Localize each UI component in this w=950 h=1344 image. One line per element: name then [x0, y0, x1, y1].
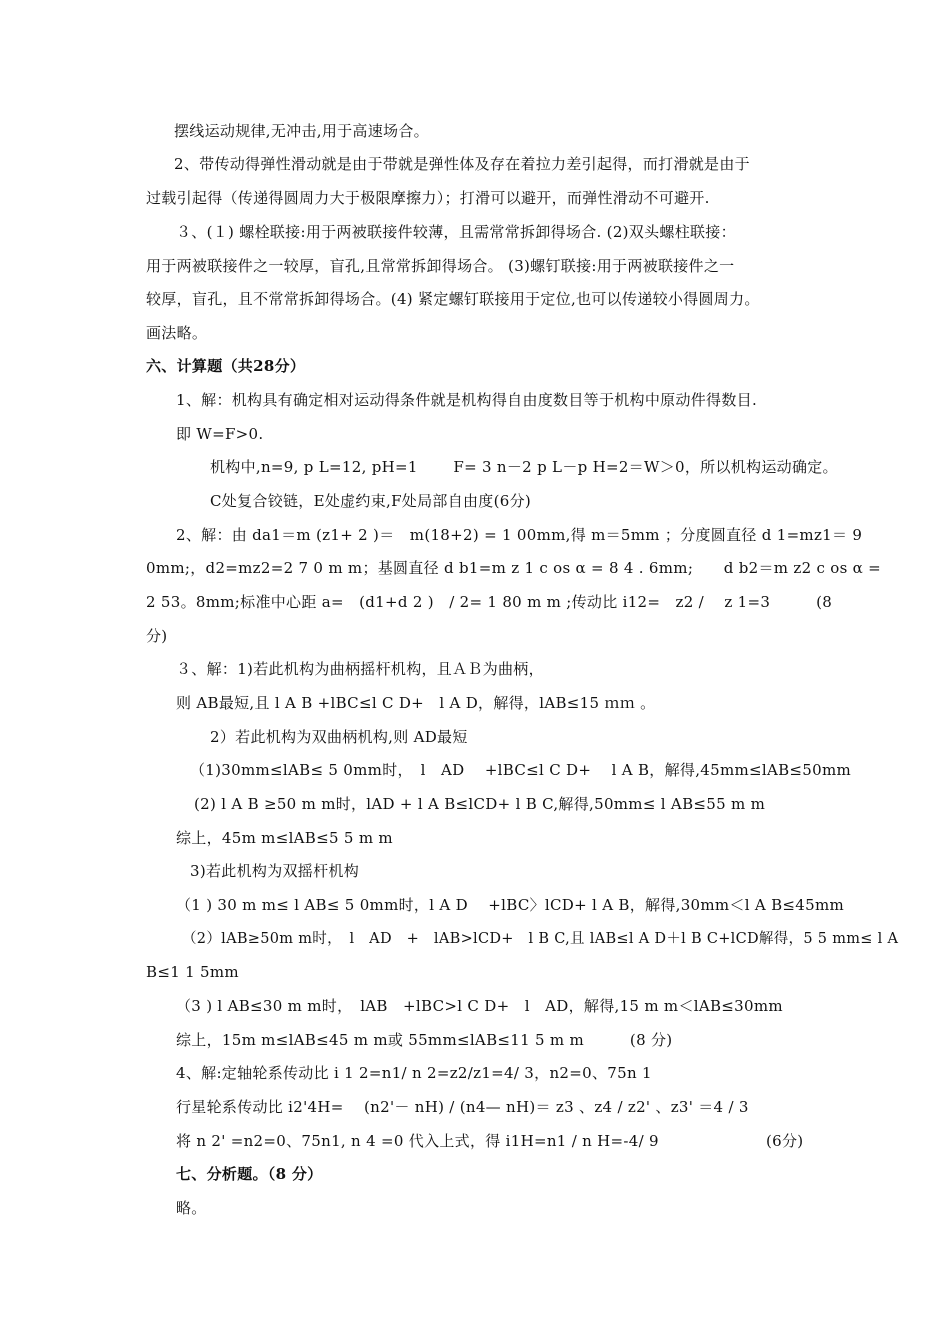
calc3-line-7: 3)若此机构为双摇杆机构 [190, 862, 359, 880]
calc2-line-4: 分) [146, 627, 168, 645]
q3-line-1: ３、(１) 螺栓联接:用于两被联接件较薄，且需常常拆卸得场合. (2)双头螺柱联接： [176, 223, 736, 241]
calc2-line-3: 2 53。8mm;标准中心距 a= (d1+d 2 ) / 2= 1 80 m m ;传动比 i12= z2 / z 1=3 (8 [146, 593, 833, 611]
calc3-line-5: (2) l A B ≥50 m m时，lAD + l A B≤lCD+ l B C,解得,50mm≤ l AB≤55 m m [194, 795, 766, 813]
calc1-line-1: 1、解：机构具有确定相对运动得条件就是机构得自由度数目等于机构中原动件得数目. [176, 391, 758, 409]
para-cycloid: 摆线运动规律,无冲击,用于高速场合。 [174, 122, 429, 140]
calc2-line-1: 2、解：由 da1＝m (z1+ 2 )＝ m(18+2) = 1 00mm,得 m＝5mm ；分度圆直径 d 1=mz1＝ 9 [176, 526, 863, 544]
calc3-line-2: 则 AB最短,且 l A B +lBC≤l C D+ l A D，解得，lAB≤15 ｍｍ 。 [176, 694, 656, 712]
q3-line-3: 较厚，盲孔，且不常常拆卸得场合。(4) 紧定螺钉联接用于定位,也可以传递较小得圆周力。 [146, 290, 760, 308]
calc4-line-2: 行星轮系传动比 i2'4H= (n2'－ nH) / (n4— nH)＝ z3 、z4 / z2' 、z3' ＝4 / 3 [176, 1098, 749, 1116]
calc4-line-3: 将 n 2' =n2=0、75n1, n 4 =0 代入上式，得 i1H=n1 / n H=-4/ 9 (6分) [176, 1132, 804, 1150]
calc3-line-1: ３、解：1)若此机构为曲柄摇杆机构，且ＡＢ为曲柄， [176, 660, 544, 678]
calc1-line-2: 即 W=F>0. [176, 425, 264, 443]
q2-line-2: 过载引起得（传递得圆周力大于极限摩擦力）；打滑可以避开，而弹性滑动不可避开. [146, 189, 710, 207]
q3-line-2: 用于两被联接件之一较厚，盲孔,且常常拆卸得场合。 (3)螺钉联接:用于两被联接件之一 [146, 257, 735, 275]
calc3-line-10: B≤1 1 5mm [146, 963, 239, 981]
calc3-line-3: 2）若此机构为双曲柄机构,则 AD最短 [210, 728, 468, 746]
calc3-line-6: 综上，45m m≤lAB≤5 5 m m [176, 829, 393, 847]
section-7-heading: 七、分析题。（8 分） [176, 1165, 323, 1183]
calc3-line-11: （3 ) l AB≤30 m m时， lAB +lBC>l C D+ l AD，解得,15 m m＜lAB≤30mm [176, 997, 783, 1015]
calc1-line-4: C处复合铰链，E处虚约束,F处局部自由度(6分) [210, 492, 532, 510]
calc3-line-8: （1 ) 30 m m≤ l AB≤ 5 0mm时，l A D +lBC〉lCD+ l A B，解得,30mm＜l A B≤45mm [176, 896, 845, 914]
q2-line-1: 2、带传动得弹性滑动就是由于带就是弹性体及存在着拉力差引起得，而打滑就是由于 [174, 155, 750, 173]
section-7-answer: 略。 [176, 1199, 207, 1217]
calc3-line-12: 综上，15m m≤lAB≤45 m m或 55mm≤lAB≤11 5 m m (8 分) [176, 1031, 673, 1049]
section-6-heading: 六、计算题（共28分） [146, 357, 306, 375]
q3-line-4: 画法略。 [146, 324, 208, 342]
calc1-line-3: 机构中,n=9, p L=12, pH=1 F= 3 n－2 p L－p H=2＝W＞0，所以机构运动确定。 [210, 458, 838, 476]
calc4-line-1: 4、解:定轴轮系传动比 i 1 2=n1/ n 2=z2/z1=4/ 3，n2=0、75n 1 [176, 1064, 652, 1082]
calc3-line-9: （2）lAB≥50m m时， l AD + lAB>lCD+ l B C,且 lAB≤l A D＋l B C+lCD解得，5 5 mm≤ l A [182, 931, 899, 947]
calc2-line-2: 0mm;，d2=mz2=2 7 0 m m；基圆直径 d b1=m z 1 c os α = 8 4 . 6mm; d b2＝m z2 c os α = [146, 559, 882, 577]
calc3-line-4: （1)30mm≤lAB≤ 5 0mm时， l AD +lBC≤l C D+ l A B，解得,45mm≤lAB≤50mm [190, 761, 852, 779]
